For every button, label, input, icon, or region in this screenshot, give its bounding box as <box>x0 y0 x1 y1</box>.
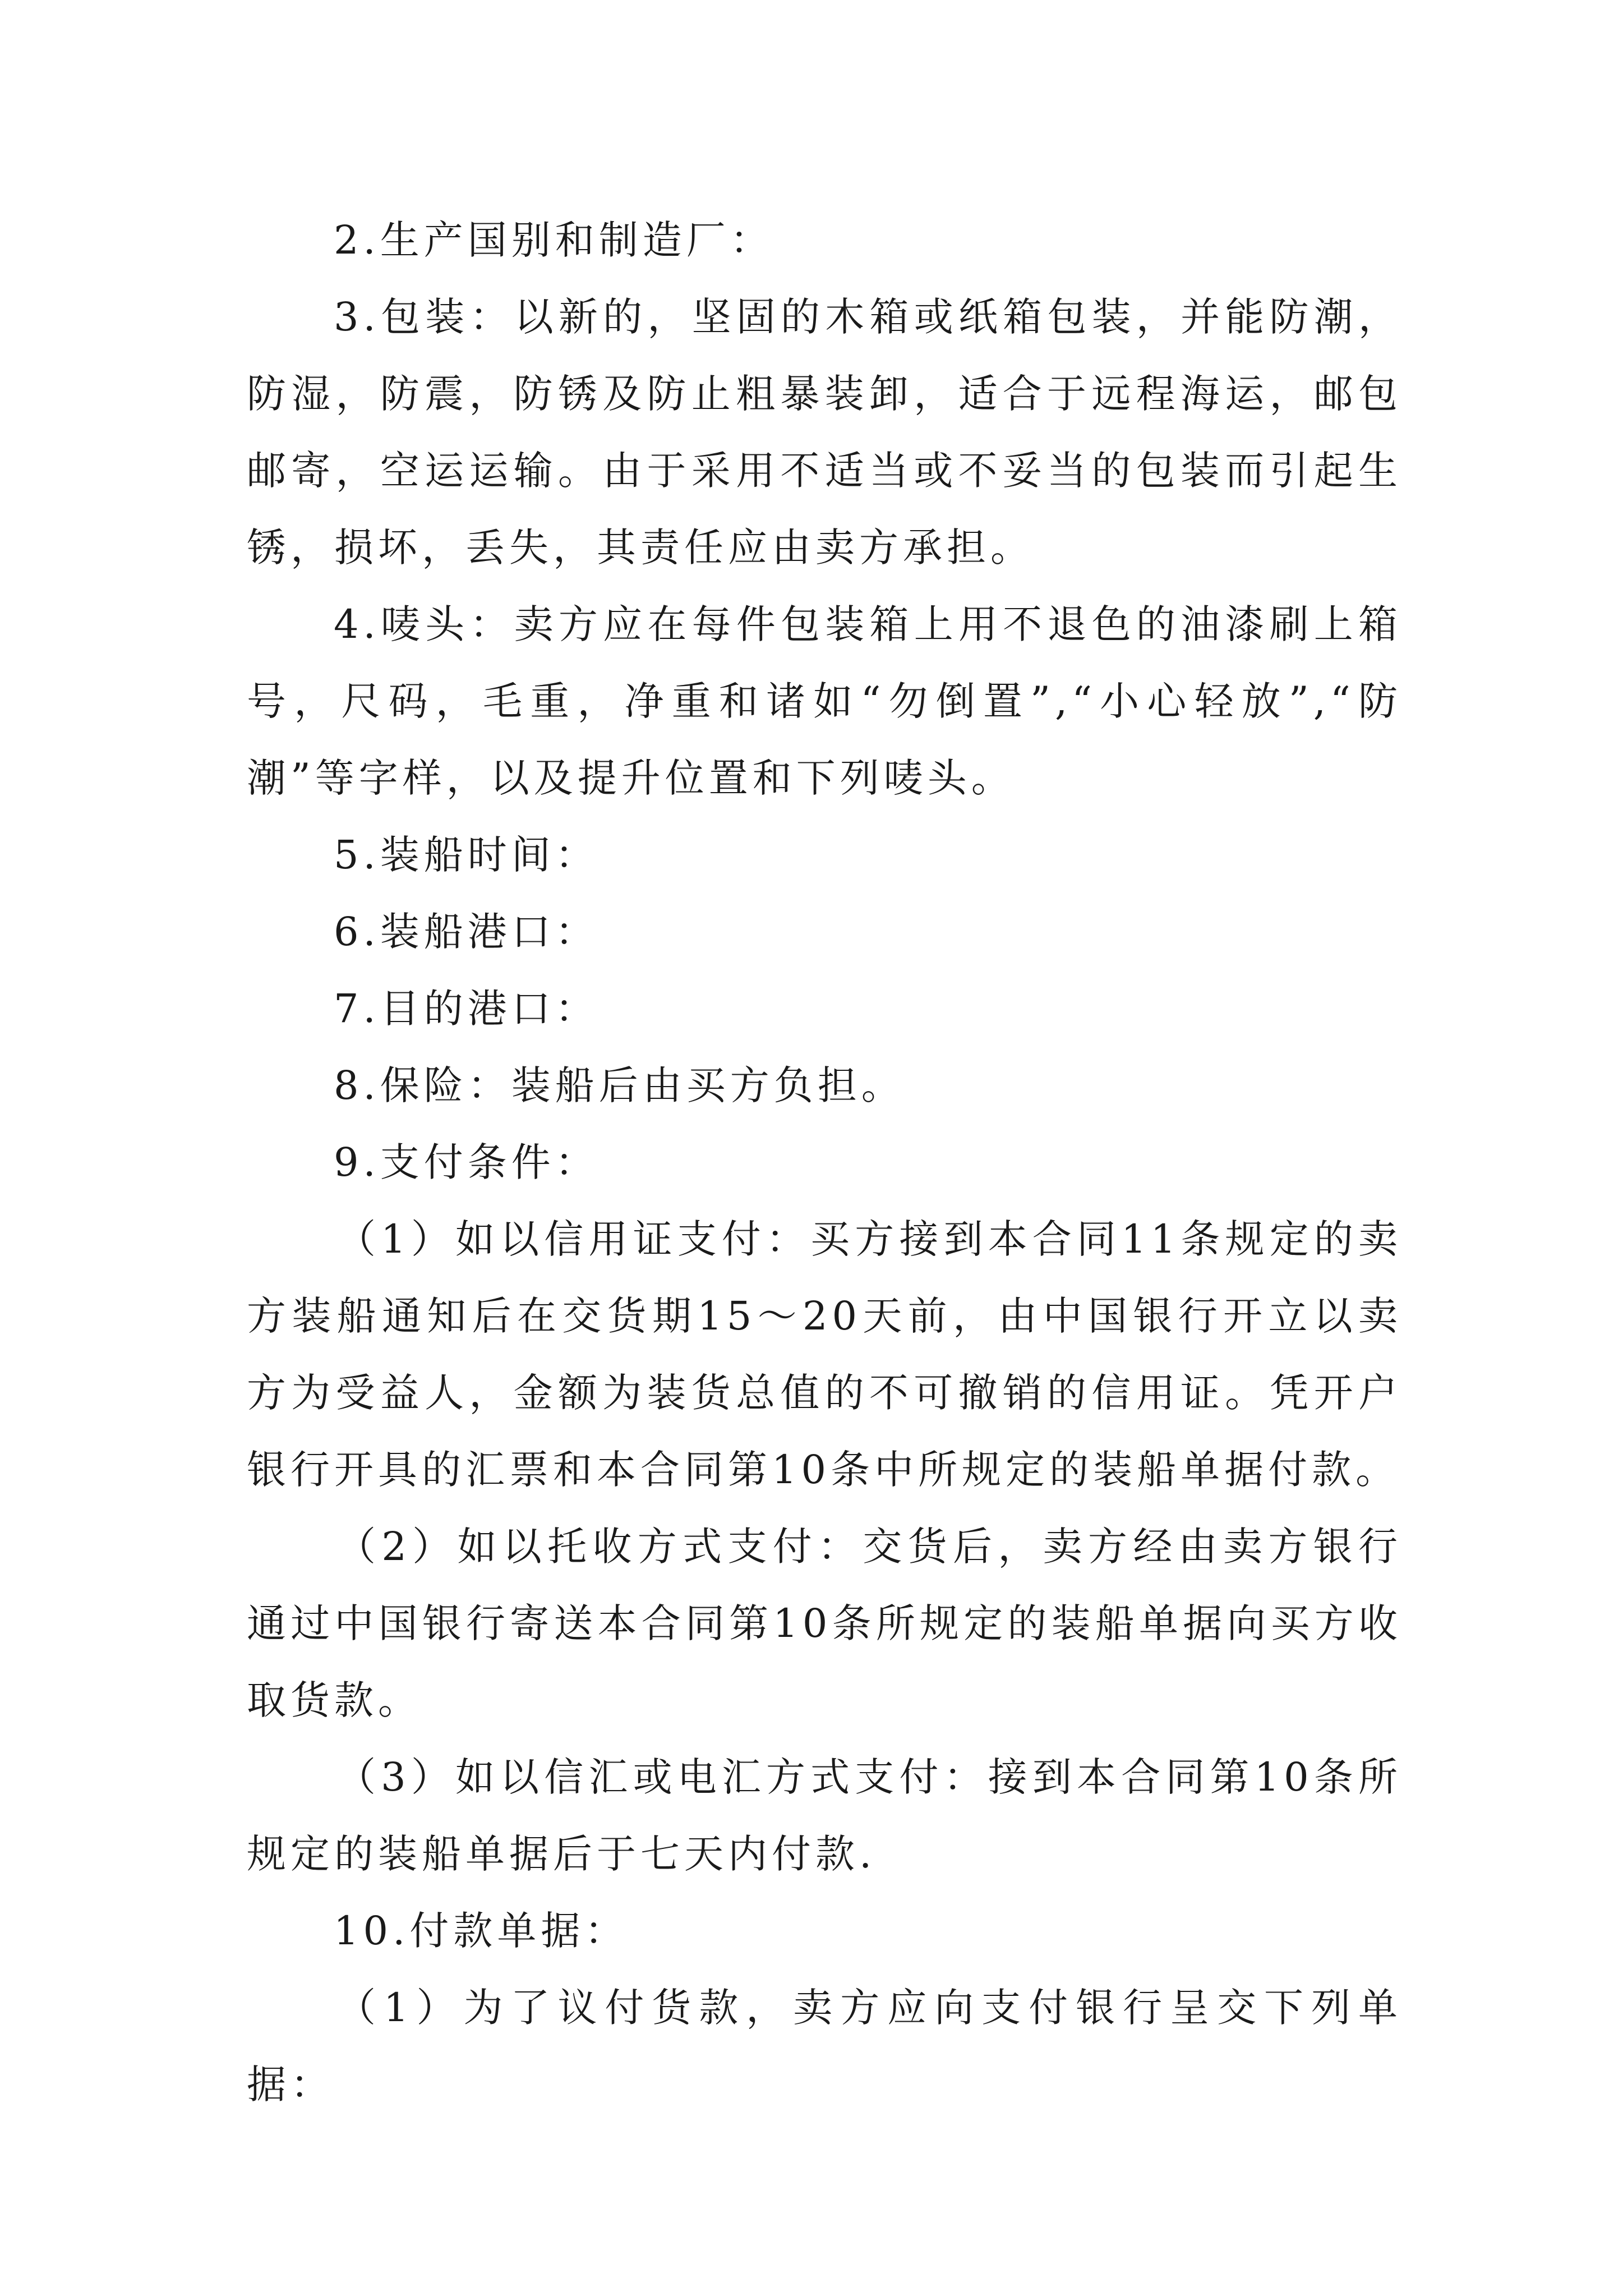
clause-9-2-collection: （2）如以托收方式支付：交货后，卖方经由卖方银行通过中国银行寄送本合同第10条所规定的装船单据向买方收取货款。 <box>247 1524 1402 1723</box>
clause-7-port-of-destination: 7.目的港口： <box>334 986 599 1032</box>
clause-5-shipment-time: 5.装船时间： <box>334 832 599 878</box>
clause-9-1-letter-of-credit: （1）如以信用证支付：买方接到本合同11条规定的卖方装船通知后在交货期15～20天前，由中国银行开立以卖方为受益人，金额为装货总值的不可撤销的信用证。凭开户银行开具的汇票和本合同第10条中所规定的装船单据付款。 <box>247 1216 1402 1493</box>
document-body <box>247 202 1402 2123</box>
clause-9-3-mail-telegraphic-transfer: （3）如以信汇或电汇方式支付：接到本合同第10条所规定的装船单据后于七天内付款. <box>247 1754 1402 1877</box>
clause-10-payment-documents: 10.付款单据： <box>334 1908 629 1954</box>
clause-8-insurance: 8.保险：装船后由买方负担。 <box>334 1062 905 1108</box>
clause-3-packing: 3.包装：以新的，坚固的木箱或纸箱包装，并能防潮，防湿，防震，防锈及防止粗暴装卸，适合于远程海运，邮包邮寄，空运运输。由于采用不适当或不妥当的包装而引起生锈，损坏，丢失，其责任应由卖方承担。 <box>247 294 1402 570</box>
clause-10-1-negotiation-documents: （1）为了议付货款，卖方应向支付银行呈交下列单据： <box>247 1985 1402 2108</box>
clause-9-payment-terms: 9.支付条件： <box>334 1139 599 1185</box>
clause-6-port-of-loading: 6.装船港口： <box>334 909 599 955</box>
clause-4-shipping-marks: 4.唛头：卖方应在每件包装箱上用不退色的油漆刷上箱号，尺码，毛重，净重和诸如“勿倒置”,“小心轻放”,“防潮”等字样，以及提升位置和下列唛头。 <box>247 601 1402 801</box>
clause-2-origin-manufacturer: 2.生产国别和制造厂： <box>334 217 774 263</box>
